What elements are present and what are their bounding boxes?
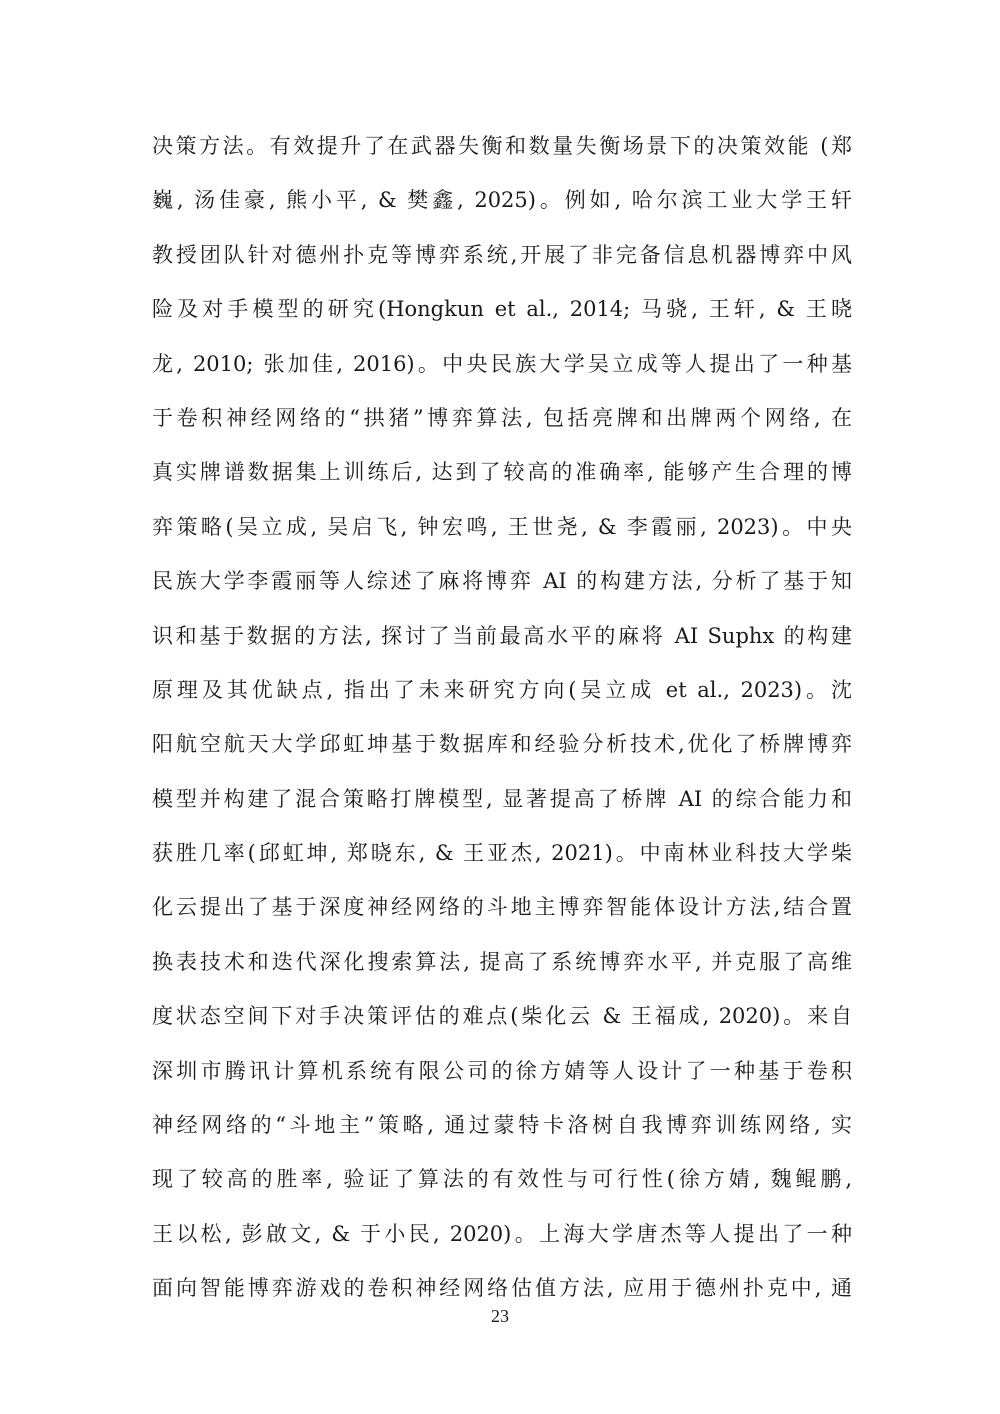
text-line: 面向智能博弈游戏的卷积神经网络估值方法, 应用于德州扑克中, 通 [152, 1276, 852, 1301]
text-line: 识和基于数据的方法, 探讨了当前最高水平的麻将 AI Suphx 的构建 [152, 623, 852, 648]
text-line: 巍, 汤佳豪, 熊小平, & 樊鑫, 2025)。例如, 哈尔滨工业大学王轩 [152, 188, 852, 213]
text-line: 阳航空航天大学邱虹坤基于数据库和经验分析技术,优化了桥牌博弈 [152, 732, 852, 757]
page-number: 23 [491, 1306, 509, 1326]
text-line: 决策方法。有效提升了在武器失衡和数量失衡场景下的决策效能 (郑 [152, 134, 852, 158]
text-line: 龙, 2010; 张加佳, 2016)。中央民族大学吴立成等人提出了一种基 [152, 351, 852, 376]
text-line: 真实牌谱数据集上训练后, 达到了较高的准确率, 能够产生合理的博 [152, 460, 852, 485]
text-line: 换表技术和迭代深化搜索算法, 提高了系统博弈水平, 并克服了高维 [152, 949, 852, 974]
text-line: 模型并构建了混合策略打牌模型, 显著提高了桥牌 AI 的综合能力和 [152, 786, 852, 811]
text-line: 原理及其优缺点, 指出了未来研究方向(吴立成 et al., 2023)。沈 [152, 677, 852, 702]
text-line: 于卷积神经网络的“拱猪”博弈算法, 包括亮牌和出牌两个网络, 在 [152, 405, 852, 430]
text-line: 民族大学李霞丽等人综述了麻将博弈 AI 的构建方法, 分析了基于知 [152, 569, 852, 594]
text-line: 度状态空间下对手决策评估的难点(柴化云 & 王福成, 2020)。来自 [152, 1004, 852, 1029]
text-line: 险及对手模型的研究(Hongkun et al., 2014; 马骁, 王轩, & 王晓 [152, 297, 852, 322]
text-line: 神经网络的“斗地主”策略, 通过蒙特卡洛树自我博弈训练网络, 实 [152, 1113, 852, 1138]
text-line: 现了较高的胜率, 验证了算法的有效性与可行性(徐方婧, 魏鲲鹏, [152, 1167, 852, 1192]
text-line: 教授团队针对德州扑克等博弈系统,开展了非完备信息机器博弈中风 [152, 242, 852, 267]
text-line: 王以松, 彭啟文, & 于小民, 2020)。上海大学唐杰等人提出了一种 [152, 1221, 852, 1246]
text-line: 深圳市腾讯计算机系统有限公司的徐方婧等人设计了一种基于卷积 [152, 1058, 852, 1083]
text-line: 化云提出了基于深度神经网络的斗地主博弈智能体设计方法,结合置 [152, 895, 852, 920]
body-paragraph [152, 128, 852, 1325]
text-line: 弈策略(吴立成, 吴启飞, 钟宏鸣, 王世尧, & 李霞丽, 2023)。中央 [152, 514, 852, 539]
text-line: 获胜几率(邱虹坤, 郑晓东, & 王亚杰, 2021)。中南林业科技大学柴 [152, 841, 852, 866]
